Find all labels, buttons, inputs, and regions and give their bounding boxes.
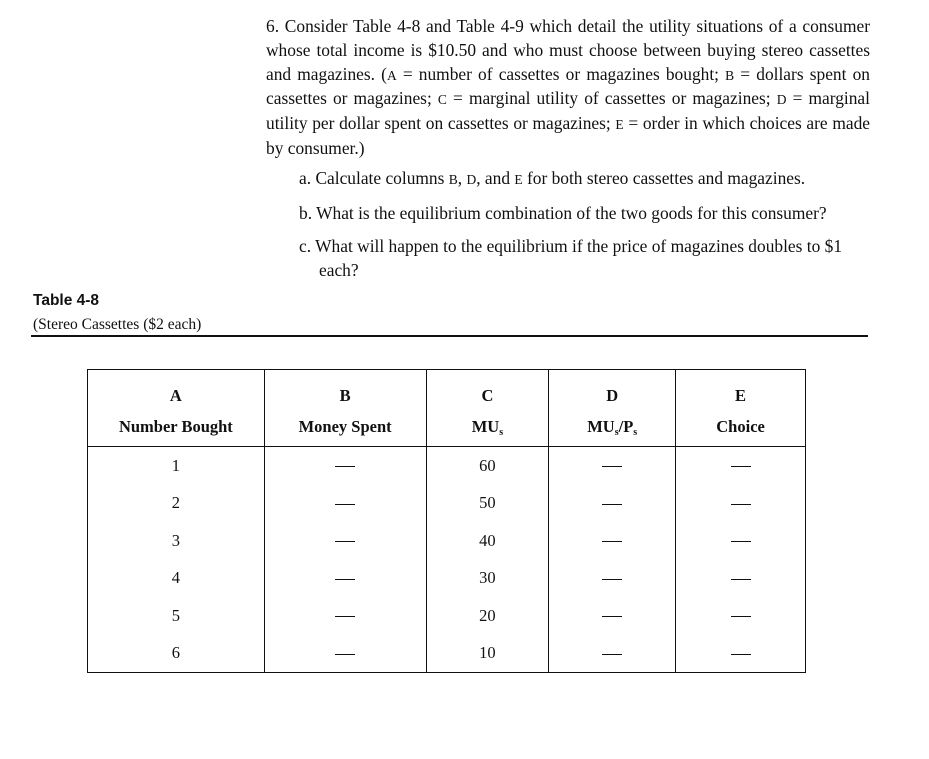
key-d-text: = marginal utility per dollar spent on cassettes or magazines; [266, 88, 870, 134]
blank-line [602, 654, 622, 655]
cell-marginal-utility: 30 [426, 560, 549, 598]
key-b-text: = dollars spent on cassettes or magazines; [266, 63, 870, 109]
header-choice: Choice [676, 408, 806, 447]
blank-line [335, 654, 355, 655]
column-letter: B [448, 171, 458, 187]
cell-choice-blank [676, 560, 806, 598]
cell-choice-blank [676, 635, 806, 673]
blank-line [602, 579, 622, 580]
cell-money-spent-blank [264, 522, 426, 560]
table-row [88, 635, 806, 673]
column-letter-e: E [676, 370, 806, 409]
column-header-row [88, 408, 806, 447]
subpart-a [299, 167, 870, 192]
key-c-letter: C [437, 92, 447, 108]
table-body [88, 447, 806, 673]
blank-line [335, 504, 355, 505]
table-caption [33, 291, 201, 335]
cell-mu-per-price-blank [549, 447, 676, 485]
blank-line [602, 504, 622, 505]
key-b-letter: B [725, 67, 735, 83]
column-letter-c: C [426, 370, 549, 409]
subpart-text: , [457, 167, 467, 188]
blank-line [602, 616, 622, 617]
cell-mu-per-price-blank [549, 597, 676, 635]
column-letter: E [514, 171, 523, 187]
cell-mu-per-price-blank [549, 635, 676, 673]
table-row [88, 597, 806, 635]
header-mu-text: MU [471, 416, 500, 436]
key-a-letter: A [386, 67, 397, 83]
column-letter-d: D [549, 370, 676, 409]
blank-line [731, 654, 751, 655]
blank-line [602, 541, 622, 542]
table-title: Table 4-8 [33, 292, 100, 309]
key-d-letter: D [776, 92, 787, 108]
key-c-text: = marginal utility of cassettes or magazines; [446, 88, 777, 109]
key-e-text: = order in which choices are made by consumer.) [266, 113, 870, 158]
blank-line [731, 504, 751, 505]
blank-line [602, 466, 622, 467]
question-block [266, 15, 870, 293]
header-mu-text: MU [587, 416, 615, 436]
cassettes-table [87, 369, 806, 673]
cell-mu-per-price-blank [549, 560, 676, 598]
column-letter: D [466, 171, 477, 187]
key-e-letter: E [615, 117, 624, 133]
subpart-label: a. [299, 167, 312, 188]
cell-choice-blank [676, 485, 806, 523]
header-price-text: /P [618, 416, 634, 436]
column-letter-row [88, 370, 806, 409]
cell-marginal-utility: 50 [426, 485, 549, 523]
subpart-list [299, 167, 870, 283]
blank-line [731, 466, 751, 467]
cell-mu-per-price-blank [549, 522, 676, 560]
cell-marginal-utility: 40 [426, 522, 549, 560]
question-intro: Consider Table 4-8 and Table 4-9 which detail the utility situations of a consumer whose total income is $10.50 and who must choose between buying stereo cassettes and magazines. ( [266, 16, 870, 84]
subpart-text: , and [476, 167, 515, 188]
blank-line [731, 541, 751, 542]
cell-number-bought: 1 [88, 447, 265, 485]
cell-marginal-utility: 60 [426, 447, 549, 485]
cell-money-spent-blank [264, 447, 426, 485]
blank-line [335, 616, 355, 617]
key-a-text: = number of cassettes or magazines bought; [396, 63, 726, 84]
subpart-text: What will happen to the equilibrium if the price of magazines doubles to $1 each? [315, 236, 843, 281]
cell-number-bought: 4 [88, 560, 265, 598]
header-number-bought: Number Bought [88, 408, 265, 447]
subpart-c [299, 235, 870, 283]
cell-choice-blank [676, 447, 806, 485]
table-subtitle: (Stereo Cassettes ($2 each) [33, 316, 202, 333]
cell-number-bought: 2 [88, 485, 265, 523]
blank-line [731, 616, 751, 617]
blank-line [335, 579, 355, 580]
header-mu-per-price [549, 408, 676, 447]
column-letter-b: B [264, 370, 426, 409]
subpart-label: c. [299, 236, 312, 257]
table-row [88, 560, 806, 598]
question-number: 6. [266, 16, 280, 36]
cell-number-bought: 3 [88, 522, 265, 560]
column-letter-a: A [88, 370, 265, 409]
header-mu-subscript: s [614, 426, 619, 438]
blank-line [335, 466, 355, 467]
cell-money-spent-blank [264, 560, 426, 598]
header-marginal-utility [426, 408, 549, 447]
cell-choice-blank [676, 522, 806, 560]
cell-marginal-utility: 10 [426, 635, 549, 673]
header-mu-subscript: s [499, 426, 504, 438]
header-price-subscript: s [633, 426, 638, 438]
cell-mu-per-price-blank [549, 485, 676, 523]
subpart-text: What is the equilibrium combination of the two goods for this consumer? [316, 202, 827, 223]
subpart-text: for both stereo cassettes and magazines. [522, 167, 806, 188]
subpart-b [299, 202, 870, 226]
cell-number-bought: 6 [88, 635, 265, 673]
cell-money-spent-blank [264, 485, 426, 523]
cell-choice-blank [676, 597, 806, 635]
table-row [88, 522, 806, 560]
header-money-spent: Money Spent [264, 408, 426, 447]
table-row [88, 485, 806, 523]
subpart-label: b. [299, 202, 313, 223]
blank-line [731, 579, 751, 580]
cell-money-spent-blank [264, 635, 426, 673]
cell-number-bought: 5 [88, 597, 265, 635]
caption-divider [31, 335, 868, 337]
question-text [266, 15, 870, 161]
table-row [88, 447, 806, 485]
subpart-text: Calculate columns [315, 167, 449, 188]
blank-line [335, 541, 355, 542]
cell-marginal-utility: 20 [426, 597, 549, 635]
cell-money-spent-blank [264, 597, 426, 635]
